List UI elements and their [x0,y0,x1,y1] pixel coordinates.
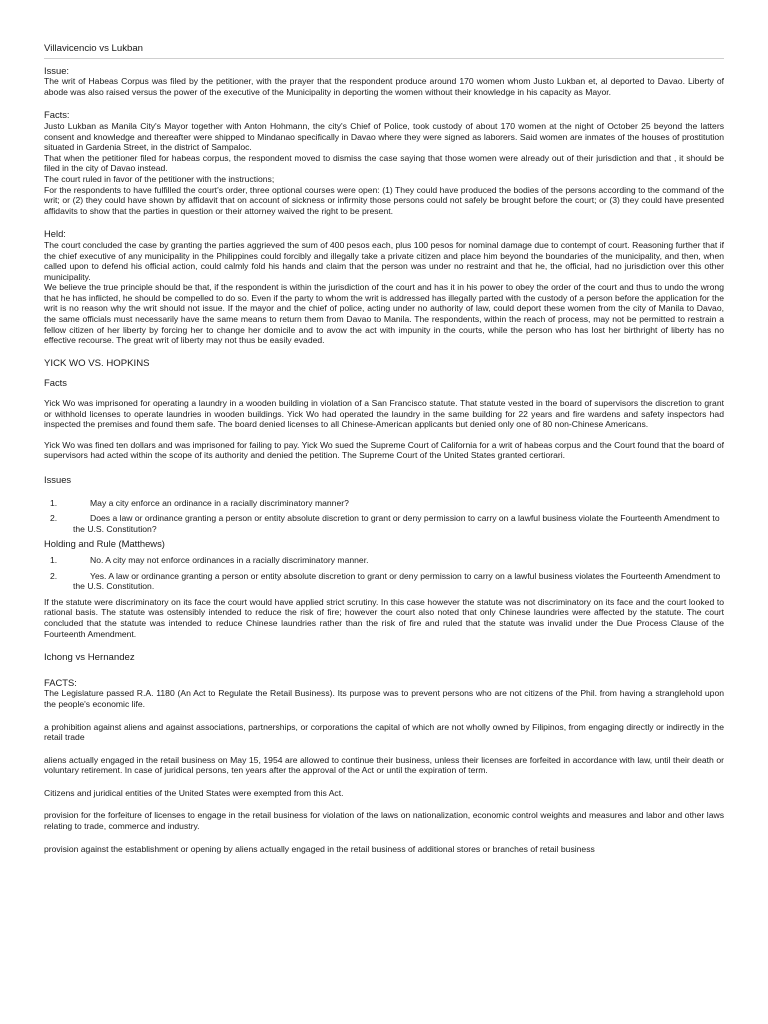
list-item-number: 1. [50,497,58,508]
list-item [44,555,724,566]
list-item [44,498,724,509]
facts-label: Facts: [44,109,70,121]
list-item-number: 2. [50,570,58,581]
held-paragraph: We believe the true principle should be that, if the respondent is within the jurisdiction of the court and has it in his power to obey the order of the court and thus to undo the wrong that he has inflicted, he should be compelled to do so. Even if the party to whom the writ is addressed has illegally parted with the custody of a person before the application for the writ is no reason why the writ should not issue. If the mayor and the chief of police, acting under no authority of law, could deport these women from the city of Manila to Davao, the same officials must necessarily have the same means to return them from Davao to Manila. The respondents, within the reach of process, may not be permitted to restrain a fellow citizen of her liberty by forcing her to change her domicile and to avow the act with impunity in the courts, while the person who has lost her birthright of liberty has no effective recourse. The great writ of liberty may not thus be easily evaded. [44,282,724,346]
provision-paragraph: provision against the establishment or opening by aliens actually engaged in the retail business of additional stores or branches of retail business [44,843,595,854]
provision-paragraph: aliens actually engaged in the retail business on May 15, 1954 are allowed to continue their business, unless their licenses are forfeited in accordance with law, until their death or voluntary retirement. In case of juridical persons, ten years after the approval of the Act or until the expiration of term. [44,754,724,776]
facts-paragraph: Justo Lukban as Manila City's Mayor together with Anton Hohmann, the city's Chief of Police, took custody of about 170 women at the night of October 25 beyond the latters consent and knowledge and thereafter were shipped to Mindanao specifically in Davao where they were signed as laborers. Said women are inmates of the houses of prostitution situated in Gardenia Street, in the district of Sampaloc. [44,120,724,153]
list-item [44,513,724,534]
list-item-text: Does a law or ordinance granting a person or entity absolute discretion to grant or deny permission to carry on a lawful business violate the Fourteenth Amendment to the U.S. Constitution? [73,513,720,534]
list-item-number: 2. [50,513,58,524]
case-heading-ichong: Ichong vs Hernandez [44,652,135,664]
list-item-text: No. A city may not enforce ordinances in a racially discriminatory manner. [90,554,369,565]
provision-paragraph: provision for the forfeiture of licenses to engage in the retail business for violation of the laws on nationalization, economic control weights and measures and labor and other laws relating to trade, commerce and industry. [44,810,724,832]
provision-paragraph: Citizens and juridical entities of the United States were exempted from this Act. [44,787,344,798]
provision-paragraph: a prohibition against aliens and against associations, partnerships, or corporations the capital of which are not wholly owned by Filipinos, from engaging directly or indirectly in the retail trade [44,721,724,743]
issues-label: Issues [44,474,72,485]
facts-paragraph: For the respondents to have fulfilled the court's order, three optional courses were open: (1) They could have produced the bodies of the persons according to the command of the writ; or (2) they could have shown by affidavit that on account of sickness or infirmity those persons could not safely be brought before the court; or (3) they could have presented affidavits to show that the parties in question or their attorney waived the right to be present. [44,184,724,216]
facts-paragraph: That when the petitioner filed for habeas corpus, the respondent moved to dismiss the case saying that those women were already out of their jurisdiction and that , it should be filed in the city of Davao instead. [44,152,724,174]
document-page [44,0,724,854]
issue-paragraph: The writ of Habeas Corpus was filed by the petitioner, with the prayer that the respondent produce around 170 women whom Justo Lukban et, al deported to Davao. Liberty of abode was also raised versus the power of the executive of the Municipality in deporting the women without their knowledge in his capacity as Mayor. [44,76,724,97]
facts-label: Facts [44,377,67,389]
list-item-text: May a city enforce an ordinance in a racially discriminatory manner? [90,497,349,508]
issues-list [44,498,724,535]
case-heading-yick-wo: YICK WO VS. HOPKINS [44,357,150,369]
held-paragraph: The court concluded the case by granting the parties aggrieved the sum of 400 pesos each, plus 100 pesos for nominal damage due to contempt of court. Reasoning further that if the chief executive of any municipality in the Philippines could forcibly and illegally take a private citizen and place him beyond the boundaries of the municipality, and then, when called upon to defend his official action, could calmly fold his hands and claim that the person was under no restraint and that he, the official, had no jurisdiction over this other municipality. [44,239,724,282]
holding-label: Holding and Rule (Matthews) [44,538,165,550]
facts-paragraph: The court ruled in favor of the petitioner with the instructions; [44,173,275,184]
facts-paragraph: Yick Wo was imprisoned for operating a laundry in a wooden building in violation of a San Francisco statute. That statute vested in the board of supervisors the discretion to grant or withhold licenses to operate laundries in wooden buildings. Yick Wo had operated the laundry in the same building for 22 years and fire wardens and safety inspectors had inspected the premises and found them safe. The board denied licenses to all Chinese-American applicants but denied only one of 80 non-Chinese Americans. [44,398,724,430]
facts-paragraph: The Legislature passed R.A. 1180 (An Act to Regulate the Retail Business). Its purpose was to prevent persons who are not citizens of the Phil. from having a stranglehold upon the people's economic life. [44,688,724,709]
document-title: Villavicencio vs Lukban [44,44,724,59]
list-item-number: 1. [50,554,58,565]
analysis-paragraph: If the statute were discriminatory on its face the court would have applied strict scrutiny. In this case however the statute was not discriminatory on its face and the court looked to rational basis. The statute was ostensibly intended to reduce the risk of fire; however the court also noted that only Chinese laundries were affected by the statute. The court concluded that the statute was intended to reduce Chinese laundries rather than the risk of fire and ruled that the statute was invalid under the Due Process Clause of the Fourteenth Amendment. [44,596,724,639]
held-label: Held: [44,228,66,240]
list-item-text: Yes. A law or ordinance granting a person or entity absolute discretion to grant or deny permission to carry on a lawful business violates the Fourteenth Amendment to the U.S. Constitution. [73,570,721,592]
holding-list [44,555,724,592]
list-item [44,571,724,592]
facts-paragraph: Yick Wo was fined ten dollars and was imprisoned for failing to pay. Yick Wo sued the Supreme Court of California for a writ of habeas corpus and the Court found that the board of supervisors had acted within the scope of its authority and denied the petition. The Supreme Court of the United States granted certiorari. [44,439,724,461]
issue-label: Issue: [44,64,70,76]
facts-label: FACTS: [44,676,77,688]
